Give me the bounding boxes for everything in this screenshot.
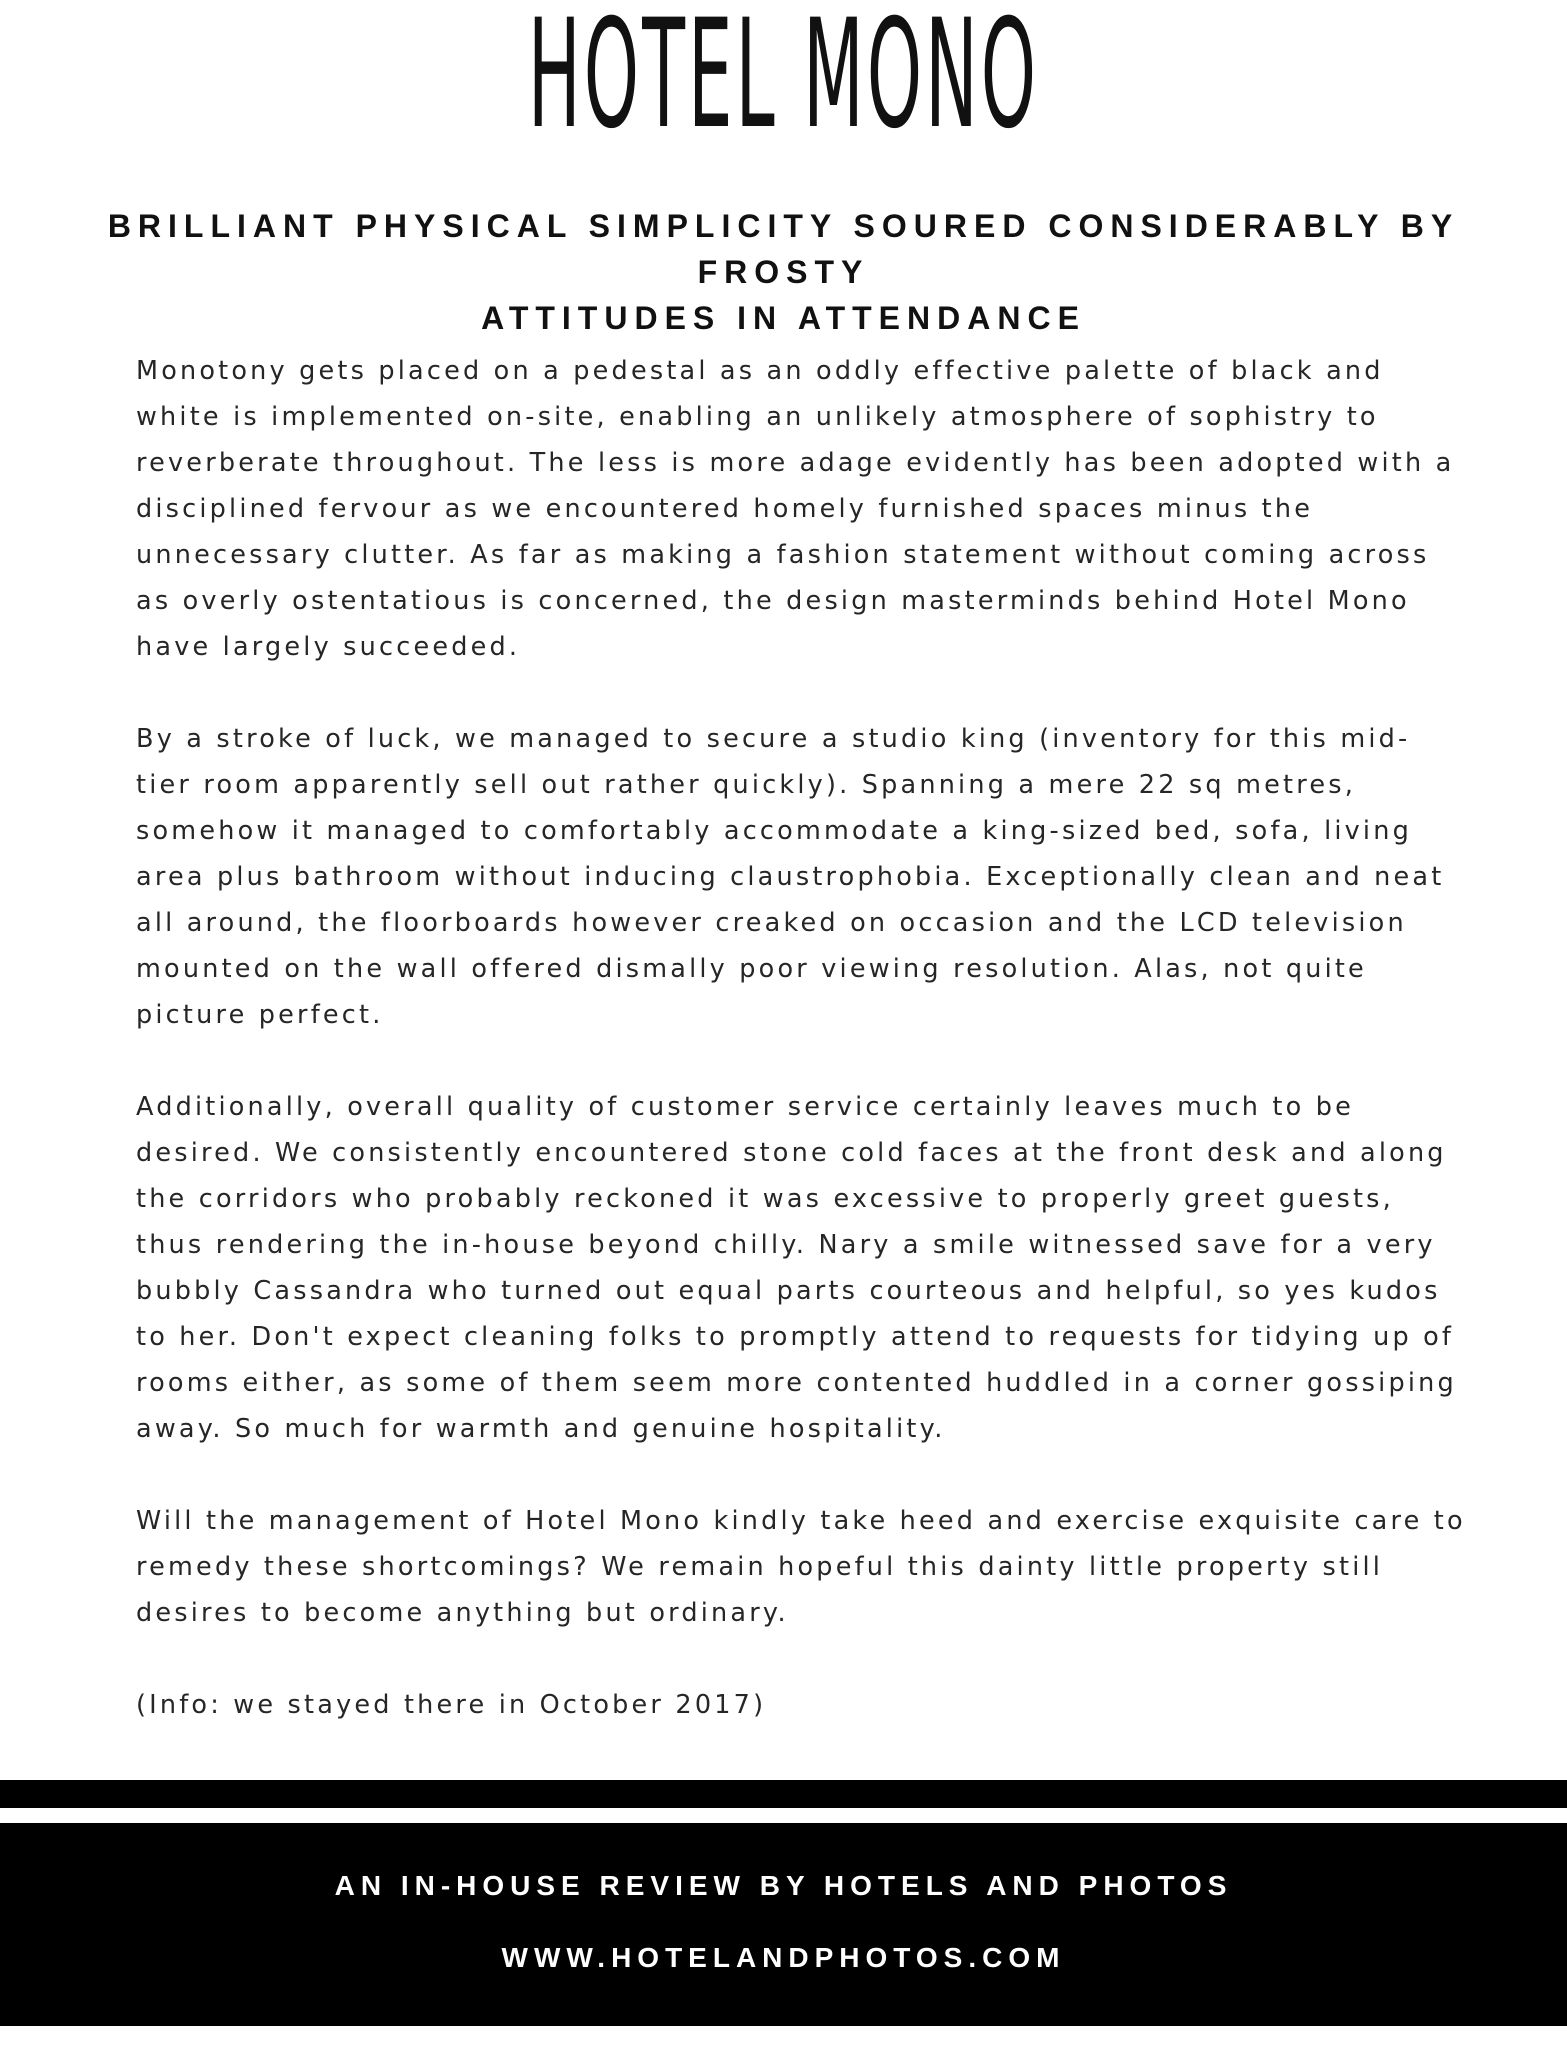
review-subtitle	[30, 203, 1537, 341]
footer-website-link[interactable]: WWW.HOTELANDPHOTOS.COM	[501, 1942, 1066, 1973]
footer-banner	[0, 1823, 1567, 2026]
subtitle-line-2: ATTITUDES IN ATTENDANCE	[481, 300, 1086, 336]
subtitle-line-1: BRILLIANT PHYSICAL SIMPLICITY SOURED CONSIDERABLY BY FROSTY	[107, 208, 1460, 290]
review-paragraph-3: Additionally, overall quality of customer service certainly leaves much to be desired. We consistently encountered stone cold faces at the front desk and along the corridors who probably reckoned it was excessive to properly greet guests, thus rendering the in-house beyond chilly. Nary a smile witnessed save for a very bubbly Cassandra who turned out equal parts courteous and helpful, so yes kudos to her. Don't expect cleaning folks to promptly attend to requests for tidying up of rooms either, as some of them seem more contented huddled in a corner gossiping away. So much for warmth and genuine hospitality.	[136, 1092, 1457, 1444]
hotel-title: HOTEL MONO	[527, 0, 1040, 162]
review-paragraph-4: Will the management of Hotel Mono kindly take heed and exercise exquisite care to remedy these shortcomings? We remain hopeful this dainty little property still desires to become anything but ordinary.	[136, 1506, 1466, 1628]
footer-credit: AN IN-HOUSE REVIEW BY HOTELS AND PHOTOS	[334, 1870, 1233, 1901]
review-paragraph-1: Monotony gets placed on a pedestal as an oddly effective palette of black and white is implemented on-site, enabling an unlikely atmosphere of sophistry to reverberate throughout. The less is more adage evidently has been adopted with a disciplined fervour as we encountered homely furnished spaces minus the unnecessary clutter. As far as making a fashion statement without coming across as overly ostentatious is concerned, the design masterminds behind Hotel Mono have largely succeeded.	[136, 356, 1455, 662]
review-body	[136, 348, 1466, 1774]
stay-info: (Info: we stayed there in October 2017)	[136, 1690, 767, 1720]
review-paragraph-2: By a stroke of luck, we managed to secure a studio king (inventory for this mid-tier room apparently sell out rather quickly). Spanning a mere 22 sq metres, somehow it managed to comfortably accommodate a king-sized bed, sofa, living area plus bathroom without inducing claustrophobia. Exceptionally clean and neat all around, the floorboards however creaked on occasion and the LCD television mounted on the wall offered dismally poor viewing resolution. Alas, not quite picture perfect.	[136, 724, 1445, 1030]
footer-divider-stripe	[0, 1780, 1567, 1808]
